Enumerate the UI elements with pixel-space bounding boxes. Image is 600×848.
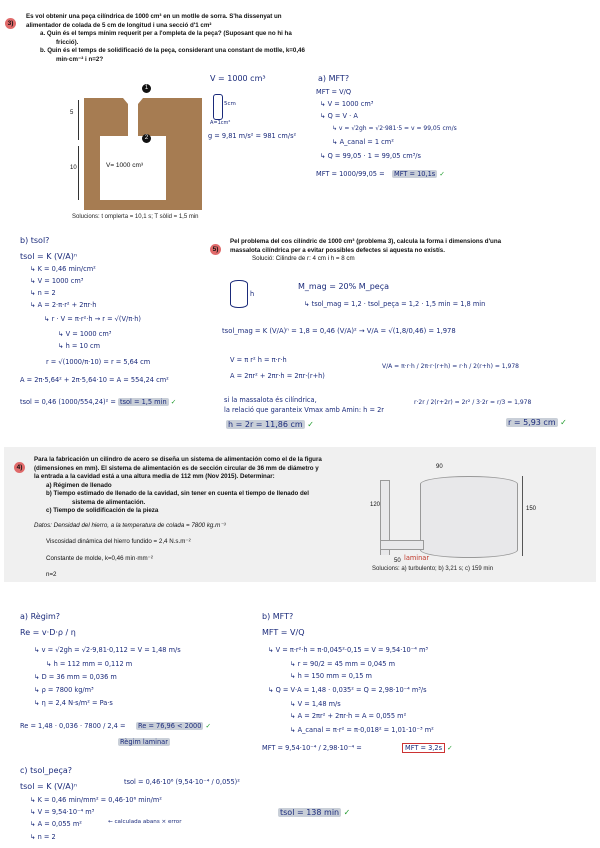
p3b-title: b) tsol? (20, 236, 50, 245)
p3a-line3: ↳ Q = V · A (320, 112, 358, 120)
p3b-result: tsol = 1,5 min ✓ (120, 398, 177, 406)
p5-line1: M_mag = 20% M_peça (298, 282, 389, 291)
problem-5-statement: Pel problema del cos cilíndric de 1000 cm³ (problema 3), calcula la forma i dimensions d'una massalota cilíndrica per a evitar possibles defectes si aquesta no existís. Solució: Cilindre de r: 4 cm i h = 8 cm (230, 238, 502, 262)
p4c-equation: tsol = 0,46·10⁶ (9,54·10⁻⁴ / 0,055)² (124, 778, 240, 786)
p3a-result: MFT = 10,1s ✓ (394, 170, 445, 178)
problem-5-number: 5) (210, 238, 221, 256)
p5-line8: la relació que garanteix Vmax amb Amin: h = 2r (224, 406, 384, 414)
p4c-result: tsol = 138 min ✓ (280, 808, 351, 817)
p4a-line5: ↳ ρ = 7800 kg/m³ (34, 686, 94, 694)
mold-dim-lower: 10 (70, 165, 77, 171)
problem-3-solutions: Solucions: t omplerta = 10,1 s; T sòlid = 1,5 min (72, 214, 199, 220)
p4a-line2: ↳ v = √2gh = √2·9,81·0,112 = V = 1,48 m/s (34, 646, 181, 654)
p3a-gravity: g = 9,81 m/s² = 981 cm/s² (208, 132, 297, 140)
mold-dim-upper: 5 (70, 110, 74, 116)
p3b-line5: ↳ A = 2·π·r² + 2πr·h (30, 301, 97, 309)
p4b-line2: ↳ V = π·r²·h = π·0,045²·0,15 = V = 9,54·10⁻⁴ m³ (268, 646, 429, 654)
p4c-line2: ↳ K = 0,46 min/mm² = 0,46·10⁶ min/m² (30, 796, 162, 804)
p4a-title: a) Règim? (20, 612, 61, 621)
riser-cylinder-sketch: h (226, 278, 260, 312)
p5-line3: tsol_mag = K (V/A)ⁿ = 1,8 = 0,46 (V/A)² → V/A = √(1,8/0,46) = 1,978 (222, 327, 456, 335)
p5-line6: V/A = π·r·h / 2π·r·(r+h) = r·h / 2(r+h) = 1,978 (382, 363, 519, 370)
p4a-line1: Re = v·D·ρ / η (20, 628, 76, 637)
p4a-line4: ↳ D = 36 mm = 0,036 m (34, 673, 117, 681)
p4c-note: ← calculada abans × error (108, 819, 182, 825)
p4a-regime: Règim laminar (120, 738, 168, 746)
p5-result-h: h = 2r = 11,86 cm ✓ (228, 420, 314, 429)
p5-line2: ↳ tsol_mag = 1,2 · tsol_peça = 1,2 · 1,5 min = 1,8 min (304, 300, 486, 308)
p4b-title: b) MFT? (262, 612, 294, 621)
p5-result-r: r = 5,93 cm ✓ (508, 418, 567, 427)
problem-4-statement: Para la fabricación un cilindro de acero se diseña un sistema de alimentación como el de la figura (dimensiones en mm). El sistema de alimentación es de sección circular de 36 mm de diámetro y la entrada a la cavidad está a una altura media de 112 mm (Nov 2015). Determinar: a) Régimen de llenado b) Tiempo estimado de llenado de la cavidad, sin tener en cuenta el tiempo de llenado del sistema de alimentación. c) Tiempo de solidificación de la pieza Datos: Densidad del hierro, a la temperatura de colada = 7800 kg.m⁻³ Viscosidad dinámica del hierro fundido = 2,4 N.s.m⁻² Constante de molde, k=0,46 min·mm⁻² n=2 (34, 456, 322, 578)
problem-3-statement: Es vol obtenir una peça cilíndrica de 1000 cm³ en un motlle de sorra. S'ha dissenyat un alimentador de colada de 5 cm de longitud i una secció d'1 cm² a. Quin és el temps mínim requerit per a l'ompleta de la peça? (Suposant que no hi ha fricció). b. Quin és el temps de solidificació de la peça, considerant una constant de motlle, k=0,46 min·cm⁻² i n=2? (26, 13, 305, 63)
p3b-line8: ↳ h = 10 cm (58, 342, 101, 350)
p3a-line7: MFT = 1000/99,05 = (316, 170, 385, 178)
p3b-line3: ↳ V = 1000 cm³ (30, 277, 84, 285)
p4b-line1: MFT = V/Q (262, 628, 305, 637)
p4b-line7: ↳ A = 2πr² + 2πr·h = A = 0,055 m² (290, 712, 407, 720)
p4a-line7: Re = 1,48 · 0,036 · 7800 / 2,4 = (20, 722, 126, 730)
p3b-line10: A = 2π·5,64² + 2π·5,64·10 = A = 554,24 cm² (20, 376, 169, 384)
mold-figure (70, 85, 210, 210)
p4c-line5: ↳ n = 2 (30, 833, 56, 841)
p3a-line4: ↳ v = √2gh = √2·981·5 = v = 99,05 cm/s (332, 125, 457, 132)
p4a-result: Re = 76,96 < 2000 ✓ (138, 722, 212, 730)
p3b-line7: ↳ V = 1000 cm³ (58, 330, 112, 338)
problem-3-number: 3) (5, 12, 16, 30)
casting-figure: 90 120 150 50 (370, 464, 537, 564)
p3b-line9: r = √(1000/π·10) = r = 5,64 cm (46, 358, 151, 366)
p3b-line1: tsol = K (V/A)ⁿ (20, 252, 78, 261)
p4b-line8: ↳ A_canal = π·r² = π·0,018² = 1,01·10⁻³ m² (290, 726, 434, 734)
p3a-volume: V = 1000 cm³ (210, 74, 266, 83)
p4a-line3: ↳ h = 112 mm = 0,112 m (46, 660, 133, 668)
p3a-line6: ↳ Q = 99,05 · 1 = 99,05 cm³/s (320, 152, 421, 160)
p4c-line4: ↳ A = 0,055 m² (30, 820, 82, 828)
p3b-line2: ↳ K = 0,46 min/cm² (30, 265, 96, 273)
p3b-line4: ↳ n = 2 (30, 289, 56, 297)
p3b-line11: tsol = 0,46 (1000/554,24)² = (20, 398, 116, 406)
p4a-line6: ↳ η = 2,4 N·s/m² = Pa·s (34, 699, 113, 707)
problem-4-solutions: Solucions: a) turbulento; b) 3,21 s; c) 159 min (372, 566, 494, 572)
p3a-line1: MFT = V/Q (316, 88, 352, 96)
tube-sketch: 5cm A=1cm² (208, 92, 258, 126)
p5-line9: r·2r / 2(r+2r) = 2r² / 3·2r = r/3 = 1,978 (414, 399, 532, 406)
p4b-line3: ↳ r = 90/2 = 45 mm = 0,045 m (290, 660, 396, 668)
p3a-title: a) MFT? (318, 74, 350, 83)
p4c-title: c) tsol_peça? (20, 766, 73, 775)
p5-line4: V = π r² h = π·r·h (230, 356, 287, 364)
p5-line7: si la massalota és cilíndrica, (224, 396, 317, 404)
laminar-correction: laminar (404, 554, 430, 562)
marker-1: 1 (142, 84, 151, 93)
p4b-result: MFT = 3,2s ✓ (402, 744, 453, 753)
p4b-line5: ↳ Q = V·A = 1,48 · 0,035² = Q = 2,98·10⁻⁴ m³/s (268, 686, 427, 694)
marker-2: 2 (142, 134, 151, 143)
p4b-line4: ↳ h = 150 mm = 0,15 m (290, 672, 372, 680)
p4b-line6: ↳ V = 1,48 m/s (290, 700, 341, 708)
p4c-line1: tsol = K (V/A)ⁿ (20, 782, 78, 791)
p4b-line9: MFT = 9,54·10⁻⁴ / 2,98·10⁻⁴ = (262, 744, 362, 752)
problem-4-number: 4) (14, 456, 25, 474)
p4c-line3: ↳ V = 9,54·10⁻⁴ m³ (30, 808, 95, 816)
mold-volume-label: V= 1000 cm³ (106, 162, 144, 169)
p3a-line2: ↳ V = 1000 cm³ (320, 100, 374, 108)
p3a-line5: ↳ A_canal = 1 cm² (332, 138, 394, 146)
p5-line5: A = 2πr² + 2πr·h = 2πr·(r+h) (230, 372, 325, 380)
p3b-line6: ↳ r · V = π·r²·h → r = √(V/π·h) (44, 315, 142, 323)
